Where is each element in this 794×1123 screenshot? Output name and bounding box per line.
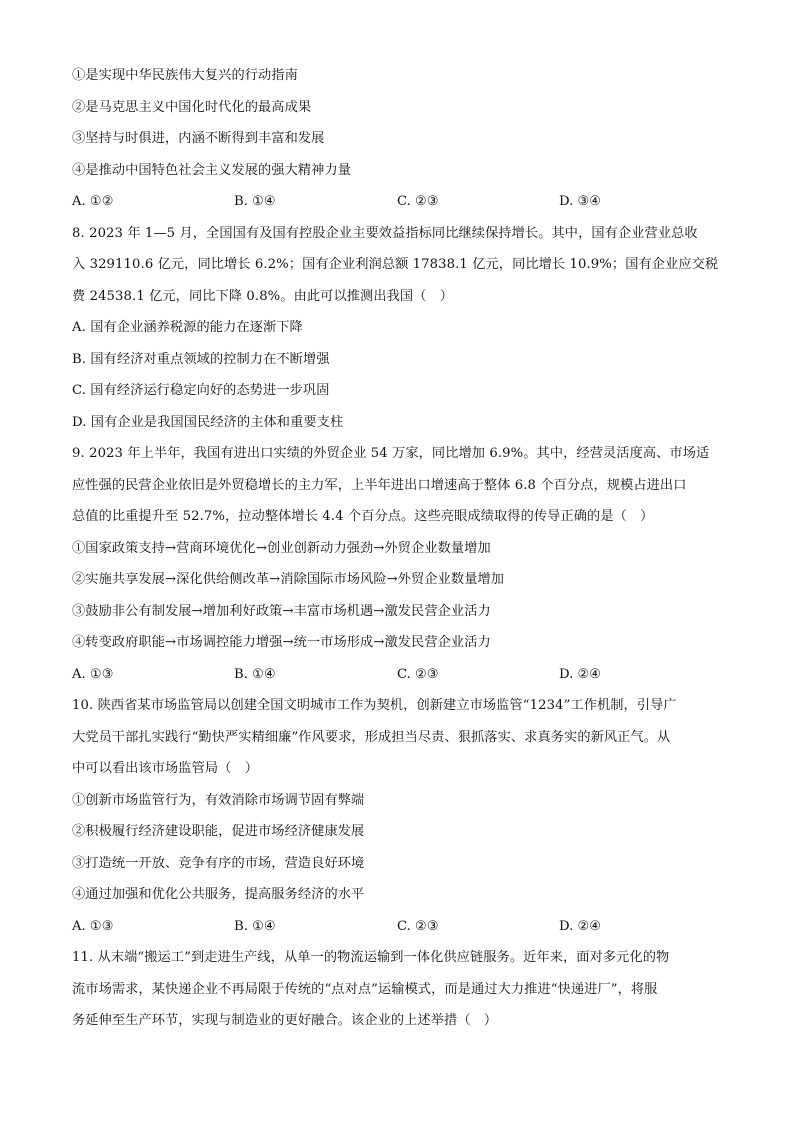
q10-choice-b: B. ①④ xyxy=(234,918,276,934)
question-7 xyxy=(72,60,722,218)
q9-choices xyxy=(72,659,722,691)
q9-statement-2: ②实施共享发展→深化供给侧改革→消除国际市场风险→外贸企业数量增加 xyxy=(72,572,505,587)
q7-choice-b: B. ①④ xyxy=(234,194,276,209)
q7-statement-4: ④是推动中国特色社会主义发展的强大精神力量 xyxy=(72,162,352,178)
q11-stem-line-1: 11. 从末端“搬运工”到走进生产线，从单一的物流运输到一体化供应链服务。近年来，面对多元化的物 xyxy=(72,950,670,965)
q10-statement-2: ②积极履行经济建设职能，促进市场经济健康发展 xyxy=(72,824,365,839)
q7-statement-1: ①是实现中华民族伟大复兴的行动指南 xyxy=(72,68,298,83)
q10-choice-a: A. ①③ xyxy=(72,918,114,934)
q9-choice-d: D. ②④ xyxy=(559,666,602,682)
q7-statement-2: ②是马克思主义中国化时代化的最高成果 xyxy=(72,99,312,115)
question-10 xyxy=(72,690,722,942)
q8-stem-line-3: 费 24538.1 亿元，同比下降 0.8%。由此可以推测出我国（ ） xyxy=(72,288,454,304)
q8-option-a: A. 国有企业涵养税源的能力在逐渐下降 xyxy=(72,320,303,335)
q10-statement-1: ①创新市场监管行为，有效消除市场调节固有弊端 xyxy=(72,792,365,808)
q9-stem-line-2: 应性强的民营企业依旧是外贸稳增长的主力军，上半年进出口增速高于整体 6.8 个百分点，规模占进出口 xyxy=(72,477,687,493)
q11-stem-line-2: 流市场需求，某快递企业不再局限于传统的“点对点”运输模式，而是通过大力推进“快递进厂”，将服 xyxy=(72,981,658,997)
q9-choice-a: A. ①③ xyxy=(72,666,114,682)
q9-stem-line-3: 总值的比重提升至 52.7%，拉动整体增长 4.4 个百分点。这些亮眼成绩取得的传导正确的是（ ） xyxy=(72,509,654,524)
q9-statement-1: ①国家政策支持→营商环境优化→创业创新动力强劲→外贸企业数量增加 xyxy=(72,540,491,556)
question-11 xyxy=(72,942,722,1037)
q7-choice-d: D. ③④ xyxy=(559,194,602,209)
q9-choice-b: B. ①④ xyxy=(234,666,276,682)
q9-statement-4: ④转变政府职能→市场调控能力增强→统一市场形成→激发民营企业活力 xyxy=(72,635,491,650)
q7-choices xyxy=(72,186,722,218)
question-8 xyxy=(72,218,722,439)
q8-option-d: D. 国有企业是我国国民经济的主体和重要支柱 xyxy=(72,414,344,430)
q7-choice-a: A. ①② xyxy=(72,194,114,209)
q7-choice-c: C. ②③ xyxy=(397,194,439,209)
question-9 xyxy=(72,438,722,690)
q11-stem-line-3: 务延伸至生产环节，实现与制造业的更好融合。该企业的上述举措（ ） xyxy=(72,1013,498,1028)
q10-stem-line-3: 中可以看出该市场监管局（ ） xyxy=(72,761,259,776)
q9-statement-3: ③鼓励非公有制发展→增加利好政策→丰富市场机遇→激发民营企业活力 xyxy=(72,603,491,619)
q9-choice-c: C. ②③ xyxy=(397,666,439,682)
q9-stem-line-1: 9. 2023 年上半年，我国有进出口实绩的外贸企业 54 万家，同比增加 6.9%。其中，经营灵活度高、市场适 xyxy=(72,446,710,461)
q10-statement-4: ④通过加强和优化公共服务，提高服务经济的水平 xyxy=(72,887,365,902)
q7-statement-3: ③坚持与时俱进，内涵不断得到丰富和发展 xyxy=(72,131,325,146)
q10-stem-line-2: 大党员干部扎实践行“勤快严实精细廉”作风要求，形成担当尽责、狠抓落实、求真务实的新风正气。从 xyxy=(72,729,671,745)
q10-choices xyxy=(72,911,722,943)
q10-stem-line-1: 10. 陕西省某市场监管局以创建全国文明城市工作为契机，创新建立市场监管“1234”工作机制，引导广 xyxy=(72,698,677,713)
q8-option-b: B. 国有经济对重点领域的控制力在不断增强 xyxy=(72,351,330,367)
q10-choice-c: C. ②③ xyxy=(397,918,439,934)
exam-page xyxy=(72,60,722,1037)
q10-statement-3: ③打造统一开放、竞争有序的市场，营造良好环境 xyxy=(72,855,365,871)
q8-stem-line-2: 入 329110.6 亿元，同比增长 6.2%；国有企业利润总额 17838.1 亿元，同比增长 10.9%；国有企业应交税 xyxy=(72,257,719,272)
q8-option-c: C. 国有经济运行稳定向好的态势进一步巩固 xyxy=(72,383,330,398)
q10-choice-d: D. ②④ xyxy=(559,918,602,934)
q8-stem-line-1: 8. 2023 年 1—5 月，全国国有及国有控股企业主要效益指标同比继续保持增长。其中，国有企业营业总收 xyxy=(72,225,698,241)
